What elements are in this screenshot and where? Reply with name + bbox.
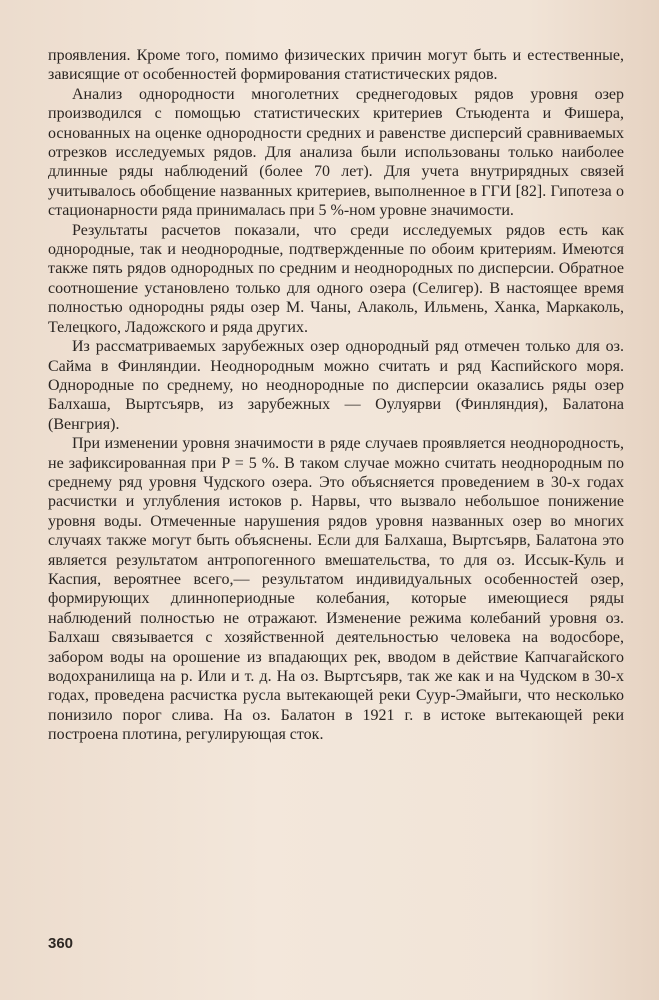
paragraph-results: Результаты расчетов показали, что среди исследуемых рядов есть как однородные, так и неоднородные, подтвержденные по обоим критериям. Имеются также пять рядов однородных по средним и неоднородных по дисперсии. Обратное соотношение установлено только для одного озера (Селигер). В настоящее время полностью однородны ряды озер М. Чаны, Алаколь, Ильмень, Ханка, Маркаколь, Телецкого, Ладожского и ряда других. bbox=[48, 221, 624, 336]
page-number: 360 bbox=[48, 935, 74, 952]
page-body bbox=[48, 46, 624, 745]
paragraph-homogeneity-analysis: Анализ однородности многолетних среднегодовых рядов уровня озер производился с помощью статистических критериев Стьюдента и Фишера, основанных на оценке однородности средних и равенстве дисперсий сравниваемых отрезков исследуемых рядов. Для анализа были использованы только наиболее длинные ряды наблюдений (более 70 лет). Для учета внутрирядных связей учитывалось обобщение названных критериев, выполненное в ГГИ [82]. Гипотеза о стационарности ряда принималась при 5 %-ном уровне значимости. bbox=[48, 85, 624, 220]
paragraph-continuation: проявления. Кроме того, помимо физических причин могут быть и естественные, зависящие от особенностей формирования статистических рядов. bbox=[48, 47, 624, 84]
paragraph-foreign-lakes: Из рассматриваемых зарубежных озер однородный ряд отмечен только для оз. Сайма в Финляндии. Неоднородным можно считать и ряд Каспийского моря. Однородные по среднему, но неоднородные по дисперсии оказались ряды озер Балхаша, Выртсъярв, из зарубежных — Оулуярви (Финляндия), Балатона (Венгрия). bbox=[48, 338, 624, 433]
paragraph-significance-level: При изменении уровня значимости в ряде случаев проявляется неоднородность, не зафиксированная при P = 5 %. В таком случае можно считать неоднородным по среднему ряд уровня Чудского озера. Это объясняется проведением в 30-х годах расчистки и углубления истоков р. Нарвы, что вызвало небольшое понижение уровня воды. Отмеченные нарушения рядов уровня названных озер во многих случаях также могут быть объяснены. Если для Балхаша, Выртсъярв, Балатона это является результатом антропогенного вмешательства, то для оз. Иссык-Куль и Каспия, вероятнее всего,— результатом индивидуальных особенностей озер, формирующих длиннопериодные колебания, которые имеющиеся ряды наблюдений полностью не отражают. Изменение режима колебаний уровня оз. Балхаш связывается с хозяйственной деятельностью человека на водосборе, забором воды на орошение из впадающих рек, вводом в действие Капчагайского водохранилища на р. Или и т. д. На оз. Выртсъярв, так же как и на Чудском в 30-х годах, проведена расчистка русла вытекающей реки Суур-Эмайыги, что несколько понизило порог слива. На оз. Балатон в 1921 г. в истоке вытекающей реки построена плотина, регулирующая сток. bbox=[48, 435, 624, 744]
